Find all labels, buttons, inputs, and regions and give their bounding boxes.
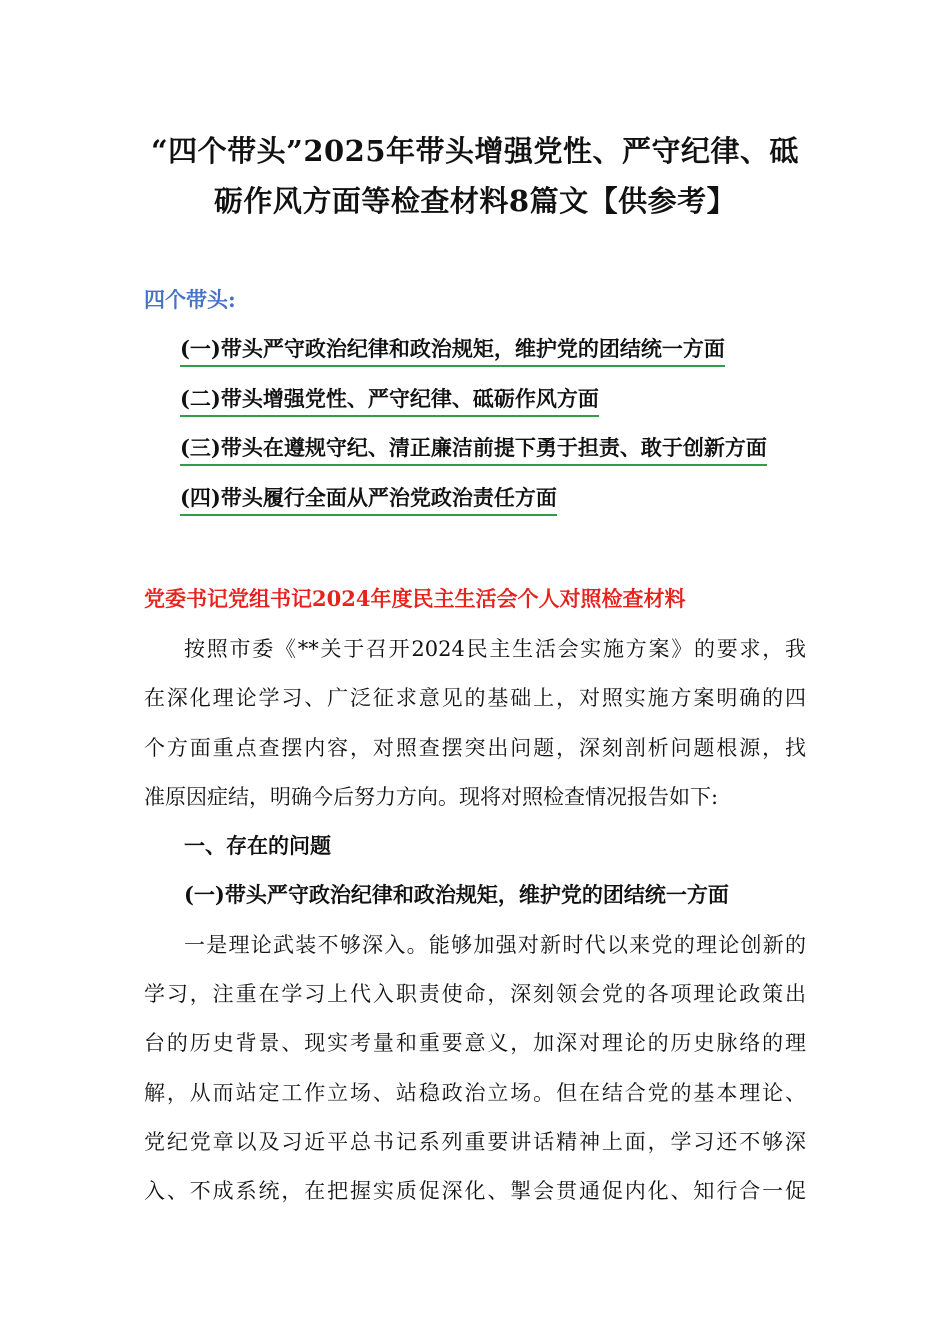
para-line-1: 一是理论武装不够深入。能够加强对新时代以来党的理论创新的 bbox=[184, 932, 806, 957]
section-heading: 党委书记党组书记2024年度民主生活会个人对照检查材料 bbox=[144, 586, 686, 611]
para-line-5: 党纪党章以及习近平总书记系列重要讲话精神上面，学习还不够深 bbox=[144, 1129, 806, 1154]
toc-item-3[interactable] bbox=[180, 432, 860, 482]
toc-label: 四个带头: bbox=[144, 287, 236, 312]
toc-link-2[interactable]: (二)带头增强党性、严守纪律、砥砺作风方面 bbox=[180, 384, 599, 417]
para-line-2: 学习，注重在学习上代入职责使命，深刻领会党的各项理论政策出 bbox=[144, 982, 806, 1007]
toc-link-4[interactable]: (四)带头履行全面从严治党政治责任方面 bbox=[180, 483, 557, 516]
intro-line-4: 准原因症结，明确今后努力方向。现将对照检查情况报告如下: bbox=[144, 784, 719, 809]
para-line-6: 入、不成系统，在把握实质促深化、掣会贯通促内化、知行合一促 bbox=[144, 1179, 806, 1204]
intro-line-3: 个方面重点查摆内容，对照查摆突出问题，深刻剖析问题根源，找 bbox=[144, 735, 806, 760]
para-line-4: 解，从而站定工作立场、站稳政治立场。但在结合党的基本理论、 bbox=[144, 1080, 806, 1105]
toc-list bbox=[180, 333, 860, 531]
para-line-3: 台的历史背景、现实考量和重要意义，加深对理论的历史脉络的理 bbox=[144, 1031, 806, 1056]
toc-item-4[interactable] bbox=[180, 482, 860, 532]
section-1-title: 一、存在的问题 bbox=[184, 833, 331, 859]
toc-link-1[interactable]: (一)带头严守政治纪律和政治规矩，维护党的团结统一方面 bbox=[180, 334, 725, 367]
toc-item-1[interactable] bbox=[180, 333, 860, 383]
intro-line-1: 按照市委《**关于召开2024民主生活会实施方案》的要求，我 bbox=[184, 637, 806, 661]
subsection-1-title: (一)带头严守政治纪律和政治规矩，维护党的团结统一方面 bbox=[184, 882, 729, 908]
toc-item-2[interactable] bbox=[180, 383, 860, 433]
title-line-2: 砺作风方面等检查材料8篇文【供参考】 bbox=[213, 184, 737, 218]
toc-link-3[interactable]: (三)带头在遵规守纪、清正廉洁前提下勇于担责、敢于创新方面 bbox=[180, 433, 767, 466]
intro-line-2: 在深化理论学习、广泛征求意见的基础上，对照实施方案明确的四 bbox=[144, 686, 806, 711]
title-line-1: “四个带头”2025年带头增强党性、严守纪律、砥 bbox=[150, 134, 800, 168]
body-text bbox=[144, 631, 806, 1223]
document-title bbox=[100, 126, 850, 226]
